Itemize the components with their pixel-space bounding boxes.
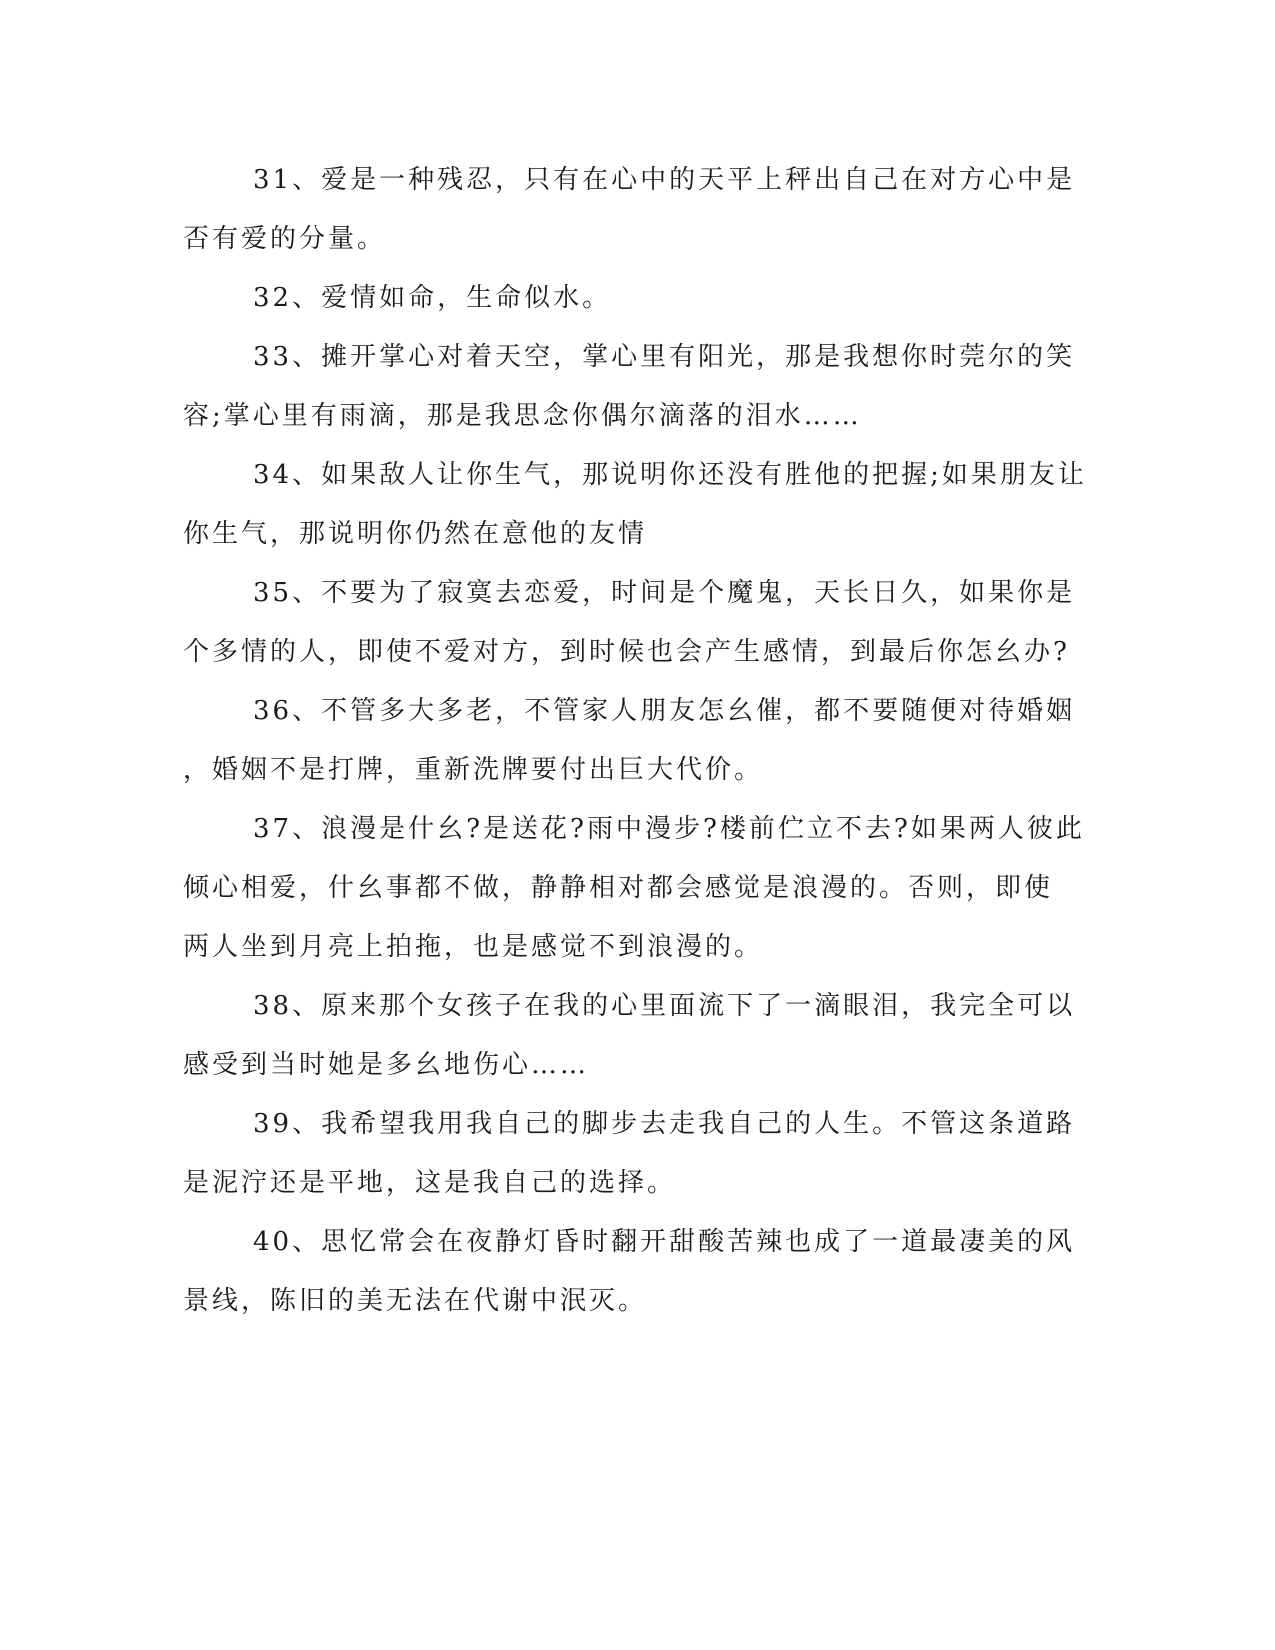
paragraph-line: 否有爱的分量。 — [183, 224, 387, 254]
paragraph-line: 39、我希望我用我自己的脚步去走我自己的人生。不管这条道路 — [253, 1109, 1076, 1139]
paragraph-line: 35、不要为了寂寞去恋爱，时间是个魔鬼，天长日久，如果你是 — [253, 578, 1076, 608]
paragraph-line: 两人坐到月亮上拍拖，也是感觉不到浪漫的。 — [183, 932, 764, 962]
paragraph-line: 容;掌心里有雨滴，那是我思念你偶尔滴落的泪水…… — [183, 401, 862, 431]
paragraph-line: 倾心相爱，什幺事都不做，静静相对都会感觉是浪漫的。否则，即使 — [183, 873, 1054, 903]
paragraph-line: 个多情的人，即使不爱对方，到时候也会产生感情，到最后你怎幺办? — [183, 637, 1070, 667]
paragraph-line: 34、如果敌人让你生气，那说明你还没有胜他的把握;如果朋友让 — [253, 460, 1087, 490]
paragraph-line: 40、思忆常会在夜静灯昏时翻开甜酸苦辣也成了一道最凄美的风 — [253, 1227, 1076, 1257]
paragraph-line: 景线，陈旧的美无法在代谢中泯灭。 — [183, 1286, 648, 1316]
paragraph-line: 你生气，那说明你仍然在意他的友情 — [183, 519, 648, 549]
paragraph-line: 33、摊开掌心对着天空，掌心里有阳光，那是我想你时莞尔的笑 — [253, 342, 1076, 372]
paragraph-line: 38、原来那个女孩子在我的心里面流下了一滴眼泪，我完全可以 — [253, 991, 1076, 1021]
paragraph-line: 31、爱是一种残忍，只有在心中的天平上秤出自己在对方心中是 — [253, 165, 1076, 195]
paragraph-line: 感受到当时她是多幺地伤心…… — [183, 1050, 590, 1080]
paragraph-line: 是泥泞还是平地，这是我自己的选择。 — [183, 1168, 677, 1198]
paragraph-line: ，婚姻不是打牌，重新洗牌要付出巨大代价。 — [183, 755, 764, 785]
paragraph-line: 37、浪漫是什幺?是送花?雨中漫步?楼前伫立不去?如果两人彼此 — [253, 814, 1085, 844]
paragraph-line: 36、不管多大多老，不管家人朋友怎幺催，都不要随便对待婚姻 — [253, 696, 1076, 726]
paragraph-line: 32、爱情如命，生命似水。 — [253, 283, 612, 313]
